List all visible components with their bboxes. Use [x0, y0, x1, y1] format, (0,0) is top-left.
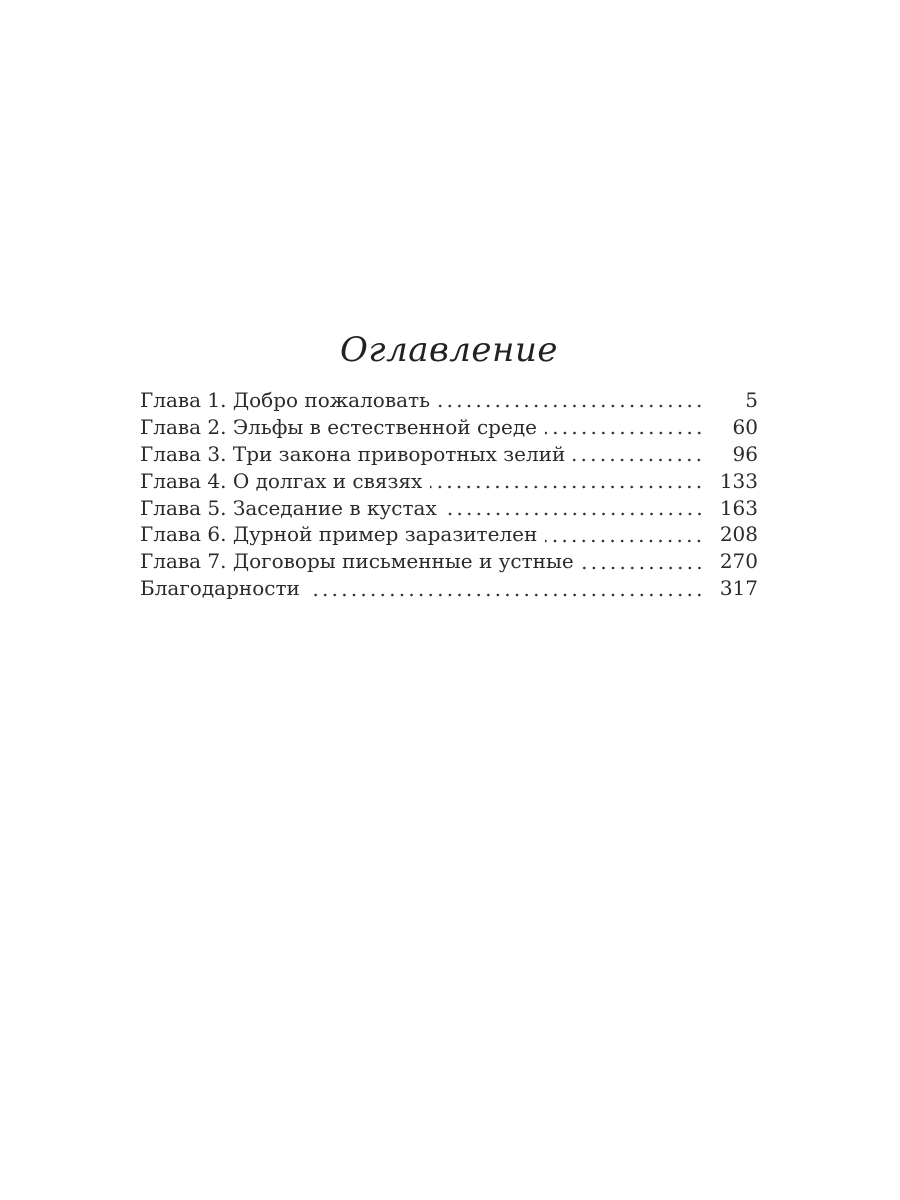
toc-entry-page: 317 [719, 576, 758, 601]
toc-entry [140, 575, 758, 602]
toc-entry-label: Глава 1. Добро пожаловать [140, 388, 430, 412]
toc-entry-page: 208 [719, 522, 758, 547]
toc-dot-leader [545, 414, 704, 441]
toc-entry-label: Благодарности [140, 576, 300, 601]
toc-entry-page: 96 [732, 441, 758, 466]
toc-entry-label: Глава 6. Дурной пример заразителен [140, 522, 538, 547]
toc-entry-page: 270 [719, 549, 758, 574]
toc-entry-page: 60 [732, 414, 758, 439]
toc-entry-page: 133 [719, 468, 758, 493]
toc-entry-label: Глава 2. Эльфы в естественной среде [140, 414, 537, 439]
toc-entry [140, 495, 758, 522]
toc-entry-label: Глава 4. О долгах и связях [140, 468, 423, 493]
toc-entry [140, 414, 758, 441]
toc-dot-leader [545, 521, 704, 548]
toc-dot-leader [573, 441, 704, 468]
toc-dot-leader [582, 548, 704, 575]
toc-dot-leader [308, 575, 704, 602]
toc-entry [140, 468, 758, 495]
toc-list [140, 387, 758, 602]
toc-dot-leader [445, 495, 704, 522]
toc-entry-page: 5 [745, 388, 758, 412]
toc-title: Оглавление [340, 330, 558, 370]
toc-entry [140, 387, 758, 414]
toc-entry-page: 163 [719, 495, 758, 520]
toc-entry-label: Глава 5. Заседание в кустах [140, 495, 437, 520]
toc-entry-label: Глава 3. Три закона приворотных зелий [140, 441, 566, 466]
toc-dot-leader [430, 468, 704, 495]
toc-entry-label: Глава 7. Договоры письменные и устные [140, 549, 574, 574]
toc-entry [140, 521, 758, 548]
toc-entry [140, 548, 758, 575]
toc-dot-leader [438, 387, 704, 414]
toc-entry [140, 441, 758, 468]
